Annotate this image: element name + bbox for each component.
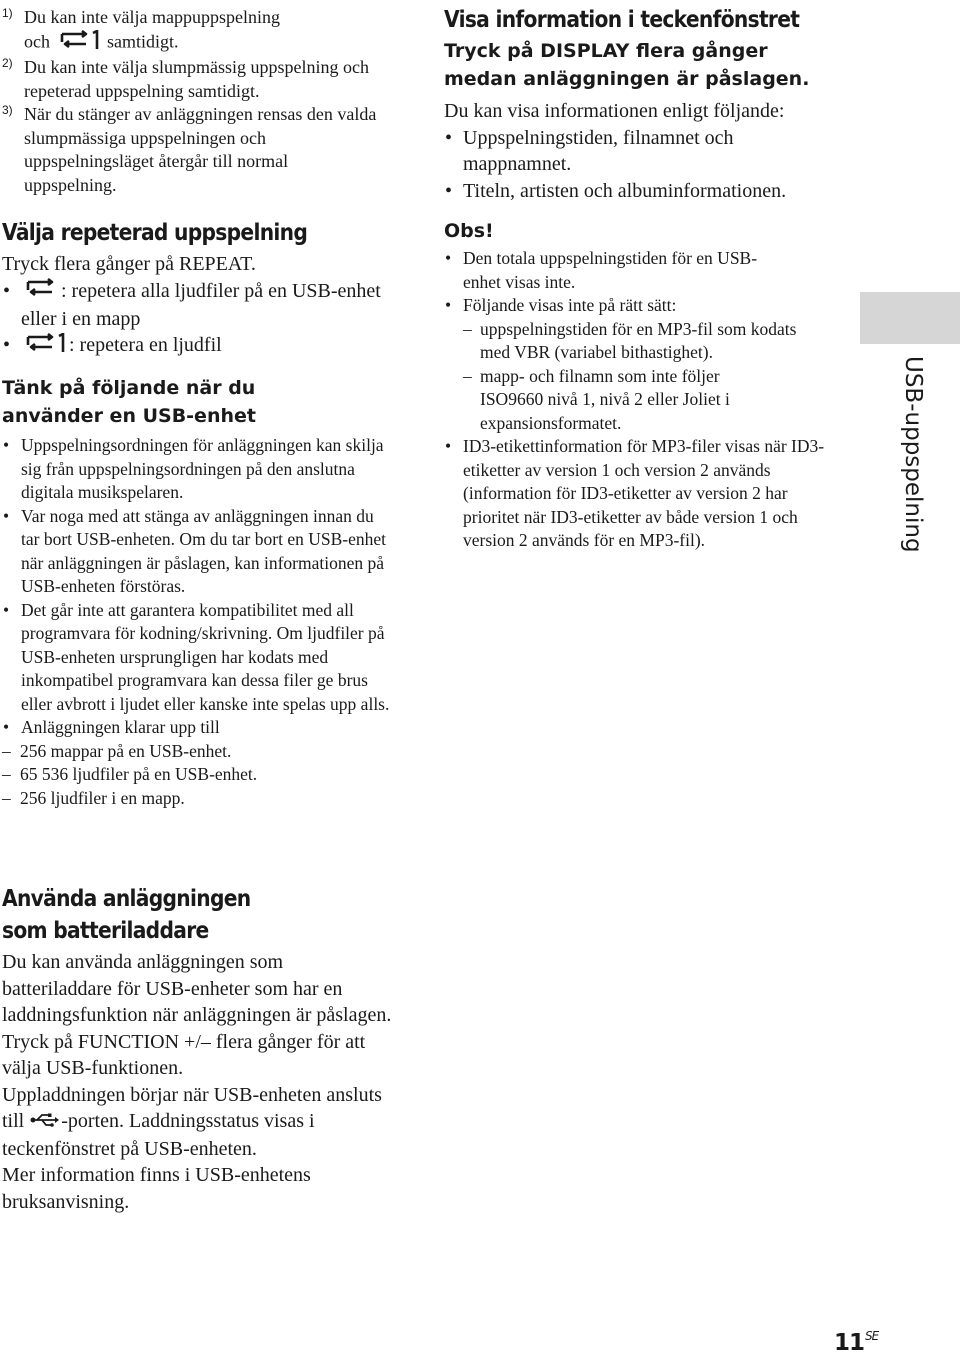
- consider-section: [2, 374, 402, 810]
- paragraph: Du kan använda anläggningen som batteriladdare för USB-enheter som har en laddningsfunktion när anläggningen är påslagen.: [2, 951, 392, 1026]
- obs-section: [444, 218, 844, 553]
- paragraph: Tryck på FUNCTION +/– flera gånger för att välja USB-funktionen.: [2, 1030, 366, 1079]
- footnote-2: [2, 56, 402, 103]
- footnote-text: Du kan inte välja mappuppspelning: [24, 7, 280, 27]
- repeat-one-icon: [59, 30, 101, 57]
- footnotes: [2, 6, 402, 197]
- consider-list: [2, 434, 392, 740]
- paragraph: Uppladdningen börjar när USB-enheten ansluts till -porten. Laddningsstatus visas i teckenfönstret på USB-enheten.: [2, 1083, 382, 1160]
- obs-heading: Obs!: [444, 220, 494, 242]
- list-item: • : repetera alla ljudfiler på en USB-enhet eller i en mapp: [2, 278, 402, 333]
- list-item: – 65 536 ljudfiler på en USB-enhet.: [2, 763, 402, 787]
- repeat-options: [2, 278, 402, 361]
- list-item: • Det går inte att garantera kompatibilitet med all programvara för kodning/skrivning. Om ljudfiler på USB-enheten ursprungligen har kodats med inkompatibel programvara kan dessa filer ge brus eller avbrott i ljudet eller kanske inte spelas upp alls.: [2, 599, 392, 717]
- footnote-mark: 2): [2, 56, 13, 70]
- section-heading: Välja repeterad uppspelning: [2, 220, 308, 246]
- list-item: • ID3-etikettinformation för MP3-filer visas när ID3-etiketter av version 1 och version 2 används (information för ID3-etiketter av version 2 har prioritet när ID3-etiketter av både version 1 och version 2 används för en MP3-fil).: [444, 435, 828, 553]
- section-tab-marker: [860, 292, 960, 344]
- footnote-text-line2: och samtidigt.: [24, 30, 402, 57]
- list-item: • : repetera en ljudfil: [2, 332, 402, 360]
- page-number: $11^{SE}$: [834, 1329, 879, 1356]
- repeat-one-icon: [21, 333, 67, 361]
- footnote-mark: 3): [2, 103, 13, 117]
- obs-list: [444, 247, 829, 553]
- list-item: – 256 ljudfiler i en mapp.: [2, 787, 402, 811]
- paragraph: Du kan visa informationen enligt följande:: [444, 100, 785, 122]
- repeat-section: [2, 217, 402, 360]
- footnote-1: [2, 6, 402, 56]
- list-item: • Titeln, artisten och albuminformationen.: [444, 178, 839, 205]
- section-heading: Visa information i teckenfönstret: [444, 7, 800, 33]
- list-item: • Uppspelningstiden, filnamnet och mappnamnet.: [444, 125, 753, 178]
- section-heading: Använda anläggningen som batteriladdare: [2, 886, 251, 944]
- subheading: Tryck på DISPLAY flera gånger medan anläggningen är påslagen.: [444, 40, 810, 90]
- footnote-3: [2, 103, 402, 197]
- list-item: – uppspelningstiden för en MP3-fil som kodats med VBR (variabel bithastighet).: [463, 318, 815, 365]
- display-options: [444, 125, 839, 205]
- list-item: • Uppspelningsordningen för anläggningen kan skilja sig från uppspelningsordningen på den anslutna digitala musikspelaren.: [2, 434, 392, 505]
- footnote-text: När du stänger av anläggningen rensas den valda slumpmässiga uppspelningen och uppspelningsläget återgår till normal uppspelning.: [24, 104, 377, 195]
- repeat-all-icon: [21, 278, 57, 306]
- instruction: Tryck flera gånger på REPEAT.: [2, 253, 256, 275]
- footnote-text: Du kan inte välja slumpmässig uppspelning och repeterad uppspelning samtidigt.: [24, 57, 369, 101]
- limits-list: [2, 740, 402, 811]
- obs-sublist: [463, 318, 829, 436]
- usb-icon: [29, 1109, 61, 1136]
- list-item: • Den totala uppspelningstiden för en USB-enhet visas inte.: [444, 247, 763, 294]
- list-item: • Anläggningen klarar upp till: [2, 716, 392, 740]
- charger-section: [2, 883, 394, 1215]
- left-column: [2, 6, 402, 810]
- paragraph: Mer information finns i USB-enhetens bruksanvisning.: [2, 1164, 311, 1213]
- footnote-mark: 1): [2, 6, 13, 20]
- list-item: • Var noga med att stänga av anläggningen innan du tar bort USB-enheten. Om du tar bort en USB-enhet när anläggningen är påslagen, kan informationen på USB-enheten förstöras.: [2, 505, 392, 599]
- list-item: – 256 mappar på en USB-enhet.: [2, 740, 402, 764]
- right-column: [444, 4, 844, 553]
- list-item: – mapp- och filnamn som inte följer ISO9660 nivå 1, nivå 2 eller Joliet i expansionsformatet.: [463, 365, 780, 436]
- section-heading: Tänk på följande när du använder en USB-enhet: [2, 377, 256, 428]
- section-side-label: USB-uppspelning: [900, 356, 926, 553]
- list-item: • Följande visas inte på rätt sätt: – uppspelningstiden för en MP3-fil som kodats med VBR (variabel bithastighet). – mapp- och filnamn som inte följer ISO9660 nivå 1, nivå 2 eller Joliet i expansionsformatet.: [444, 294, 829, 435]
